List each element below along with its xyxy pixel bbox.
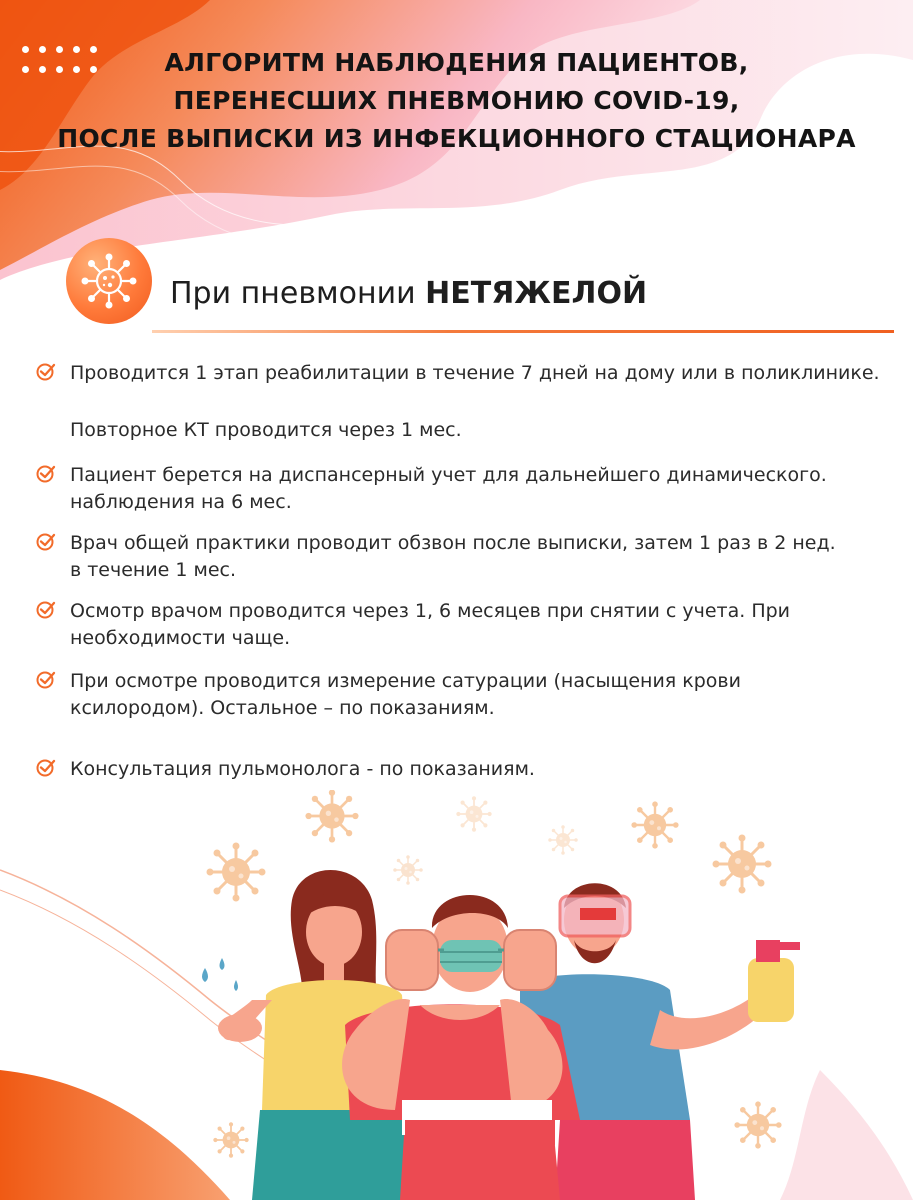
title-line-1: АЛГОРИТМ НАБЛЮДЕНИЯ ПАЦИЕНТОВ, — [164, 48, 749, 77]
subtitle-emphasis: НЕТЯЖЕЛОЙ — [425, 276, 648, 311]
list-item-line: При осмотре проводится измерение сатурации (насыщения крови — [70, 670, 741, 692]
list-item-line: Осмотр врачом проводится через 1, 6 месяцев при снятии с учета. При — [70, 600, 791, 622]
virus-icon — [80, 252, 138, 310]
list-item-line: Проводится 1 этап реабилитации в течение 7 дней на дому или в поликлинике. — [70, 362, 880, 384]
list-item-line: Пациент берется на диспансерный учет для дальнейшего динамического. — [70, 464, 827, 486]
list-item-line: Консультация пульмонолога - по показаниям. — [70, 758, 535, 780]
list-item — [36, 530, 836, 584]
section-divider — [152, 330, 894, 333]
check-icon — [36, 464, 56, 484]
check-icon — [36, 758, 56, 778]
check-icon — [36, 670, 56, 690]
check-icon — [36, 532, 56, 552]
list-item-line: наблюдения на 6 мес. — [70, 491, 292, 513]
list-item-line: Врач общей практики проводит обзвон после выписки, затем 1 раз в 2 нед. — [70, 532, 836, 554]
list-item-line: Повторное КТ проводится через 1 мес. — [70, 419, 462, 441]
list-item — [36, 417, 462, 444]
list-item-line: ксилородом). Остальное – по показаниям. — [70, 697, 495, 719]
list-item — [36, 462, 827, 516]
subtitle-prefix: При пневмонии — [170, 276, 426, 311]
list-item — [36, 756, 535, 783]
check-icon — [36, 600, 56, 620]
list-item-line: необходимости чаще. — [70, 627, 291, 649]
list-item — [36, 668, 741, 722]
page-title — [0, 44, 913, 158]
list-item — [36, 360, 880, 387]
list-item — [36, 598, 790, 652]
section-subtitle — [170, 276, 647, 311]
title-line-2: ПЕРЕНЕСШИХ ПНЕВМОНИЮ COVID-19, — [173, 86, 740, 115]
illustration-people-masks — [0, 790, 913, 1200]
list-item-line: в течение 1 мес. — [70, 559, 237, 581]
title-line-3: ПОСЛЕ ВЫПИСКИ ИЗ ИНФЕКЦИОННОГО СТАЦИОНАРА — [57, 124, 856, 153]
check-icon — [36, 362, 56, 382]
section-badge — [66, 238, 152, 324]
